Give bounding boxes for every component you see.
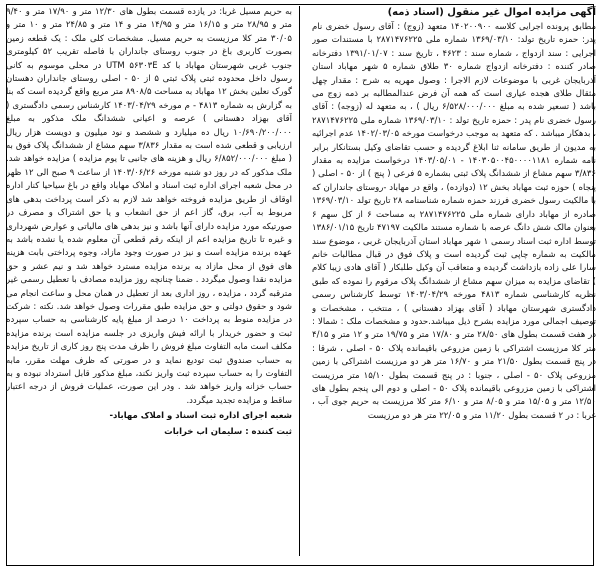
left-column: [6, 6, 292, 558]
left-column-text: به حریم مسیل غربا: در یازده قسمت بطول های ۱۲/۳۰ متر و ۱۷/۹۰ متر و ۹/۴۰ متر و ۲۸/۹۵ متر و ۱۶/۱۵ متر و ۱۴/۹۵ متر و ۱۴ متر و ۲۴/۸۵ متر و ۱۰ متر و ۳۰/۰۵ متر کلا مرزیست به حریم مسیل. مشخصات کلی ملک : یک قطعه زمین بصورت کاربری باغ در جنوب روستای جانداران با فاصله تقریب ۵۲ کیلومتری جنوب غربی شهرستان مهاباد با کد UTM ۵۶۳۰۳E در محلی موسوم به کانی رسول داخل محدوده ثبتی پلاک ثبتی ۵ از ۵۰ - اصلی روستای جانداران دهستان گورک نعلین بخش ۱۲ مهاباد به مساحت ۸۹۰۸/۵ متر مربع واقع گردیده است که بنا به گزارش به شماره ۴۸۱۳ - م مورخه ۱۴۰۳/۰۴/۲۹ کارشناس رسمی دادگستری ( آقای بهزاد دهستانی ) عرصه و اعیانی ششدانگ ملک مذکور به مبلغ ۱۰/۶۹۰/۲۰۰/۰۰۰ ریال ده میلیارد و ششصد و نود میلیون و دویست هزار ریال ارزیابی و قطعی شده است به مقدار ۳/۸۳۶ سهم مشاع از ششدانگ پلاک فوق به ( مبلغ ۶/۸۵۲/۰۰۰/۰۰۰ ریال و هزینه های جانبی تا یوم مزایده ) مزایده خواهد شد. ملک مذکور که در روز دو شنبه مورخه ۱۴۰۳/۰۶/۲۶ از ساعت ۹ صبح الی ۱۲ ظهر در محل شعبه اجرای اداره ثبت اسناد و املاک مهاباد واقع در باغ سیاحیا کنار اداره اوقاف از طریق مزایده فروخته خواهد شد لازم به ذکر است پرداخت بدهی های مربوط به آب، برق، گاز اعم از حق انشعاب و یا حق اشتراک و مصرف در صورتیکه مورد مزایده دارای آنها باشد و نیز بدهی های مالیاتی و عوارض شهرداری و غیره تا تاریخ مزایده اعم از اینکه رقم قطعی آن معلوم شده یا نشده باشد به عهده برنده مزایده است و نیز در صورت وجود مازاد، وجوه پرداختی بابت هزینه های فوق از محل مازاد به برنده مزایده مسترد خواهد شد و نیم عشر و حق مزایده نقدا وصول میگردد . ضمنا چنانچه روز مزایده مصادف با تعطیل رسمی غیر مترقبه گردد ، مزایده ، روز اداری بعد از تعطیل در همان محل و ساعت انجام می شود و حقوق دولتی و حق مزایده طبق مقررات وصول خواهد شد. نکته : شرکت در مزایده منوط به پرداخت ۱۰ درصد از مبلغ پایه کارشناسی به حساب سپرده ثبت و حضور خریدار با ارائه فیش واریزی در جلسه مزایده است برنده مزایده مکلف است مابه التفاوت مبلغ فروش را ظرف مدت پنج روز کاری از تاریخ مزایده به حساب صندوق ثبت تودیع نماید و در صورتی که ظرف مهلت مقرر، مابه التفاوت را به حساب سپرده ثبت واریز نکند، مبلغ مذکور قابل استرداد نبوده و به حساب خزانه واریز خواهد شد . ودر این صورت، عملیات فروش از درجه اعتبار ساقط و مزایده تجدید میگردد.: [6, 7, 292, 406]
right-column: [312, 6, 596, 558]
column-divider: [299, 6, 300, 556]
right-column-text: مطابق پرونده اجرایی کلاسه ۱۴۰۲۰۰۹۰۰ متعهد (زوج) : آقای رسول خضری نام پدر: حمزه تاریخ تولد: ۱۳۶۹/۰۳/۱۰ شماره ملی ۲۸۷۱۴۷۶۲۲۵ با مستندات صور اجرایی : سند ازدواج ، شماره سند : ۴۶۲۳ ، تاریخ سند : ۱۳۹۱/۰۱/۰۷ دفترخانه صادر کننده : دفترخانه ازدواج شماره ۳۰ طلاق شماره ۵ شهر مهاباد استان آذربایجان غربی با موضوعات لازم الاجرا : وصول مهریه به شرح : مقدار چهل مثقال طلای هجده عیاری است که همه آن فرض عندالمطالبه بر ذمه زوج می باشد ( تسعیر شده به مبلغ ۶/۵۲۸/۰۰۰/۰۰۰ ریال ) ، به متعهد له (زوجه) : آقای رسول خضری نام پدر : حمزه تاریخ تولد : ۱۳۶۹/۰۳/۱۰ شماره ملی ۲۸۷۱۴۷۶۲۲۵ ، بدهکار میباشد . که متعهد به موجب درخواست مورخه ۱۴۰۲/۰۳/۰۵ عدم اجرائیه به مدیون از طریق سامانه ثنا ابلاغ گردیده و حسب تقاضای وکیل بستانکار برابر نامه شماره ۱۴۰۳۰۵۰۰۴۵۰۰۰۰۱۱۸۱ - ۱۴۰۳/۰۵/۰۱ درخواست مزایده به مقدار ۳/۸۳۶ سهم مشاع از ششدانگ پلاک ثبتی بشماره ۵ فرعی ( پنج ) از ۵۰ - اصلی ( پنجاه ) حوزه ثبت مهاباد بخش ۱۲ (دوازده) ، واقع در مهاباد -روستای جانداران که با مالکیت رسول خضری فرزند حمزه شماره شناسنامه ۲۸ تاریخ تولد ۱۳۶۹/۰۳/۱۰ صادره از مهاباد دارای شماره ملی ۲۸۷۱۴۷۶۲۲۵ به مساحت ۶ از کل سهم ۶ بعنوان مالک شش دانگ عرصه با شماره مستند مالکیت ۴۷۱۹۷ تاریخ ۱۳۸۶/۰۱/۱۵ توسط اداره ثبت اسناد رسمی ۱ شهر مهاباد استان آذربایجان غربی ، موضوع سند مالکیت به شماره چاپی ثبت گردیده است و پلاک فوق در قبال مطالبات خانم سارا علی زاده بازداشت گردیده و متعاقب آن وکیل طلبکار ( آقای هادی زیبا کلام ) تقاضای مزایده به میزان سهم مشاع از ششدانگ پلاک مرقوم را نموده که طبق نظریه کارشناسی شماره ۴۸۱۳ مورخه ۱۴۰۳/۰۴/۲۹ توسط کارشناس رسمی دادگستری شهرستان مهاباد ( آقای بهزاد دهستانی ) ، منتخب ، مشخصات و توصیف اجمالی مورد مزایده بشرح ذیل میباشد.حدود و مشخصات ملک : شمالا : در هفت قسمت بطول های ۲۸/۵۰ متر و ۱۷/۸۰ متر و ۱۹/۷۵ متر و ۱۲ متر و ۴/۱۵ متر کلا مرزیست اشتراکی با زمین مزروعی باقیمانده پلاک ۵۰ - اصلی ، شرقا : در پنج قسمت بطول ۲۱/۵۰ متر و ۱۶/۷۰ متر هر دو مرزیست اشتراکی با زمین مزروعی پلاک ۵۰ - اصلی ، جنوبا : در پنج قسمت بطول ۱۵/۱۰ متر مرزیست اشتراکی با زمین مزروعی باقیمانده پلاک ۵۰ - اصلی و دوم الی پنجم بطول های ۱۲/۵۰ متر و ۱۵/۰۵ متر و ۸/۰۵ متر و ۶/۱۰ متر کلا مرزیست به حریم جوی آب ، غربا : در ۲ قسمت بطول ۱۱/۲۰ متر و ۲۲/۰۵ متر هر دو مرزیست: [312, 22, 596, 421]
signature-registrar: ثبت کننده : سلیمان اب خرابات: [164, 426, 292, 437]
signature-office: شعبه اجرای اداره ثبت اسناد و املاک مهاباد-: [109, 411, 292, 422]
notice-title: آگهی مزایده اموال غیر منقول (اسناد ذمه): [387, 7, 596, 18]
